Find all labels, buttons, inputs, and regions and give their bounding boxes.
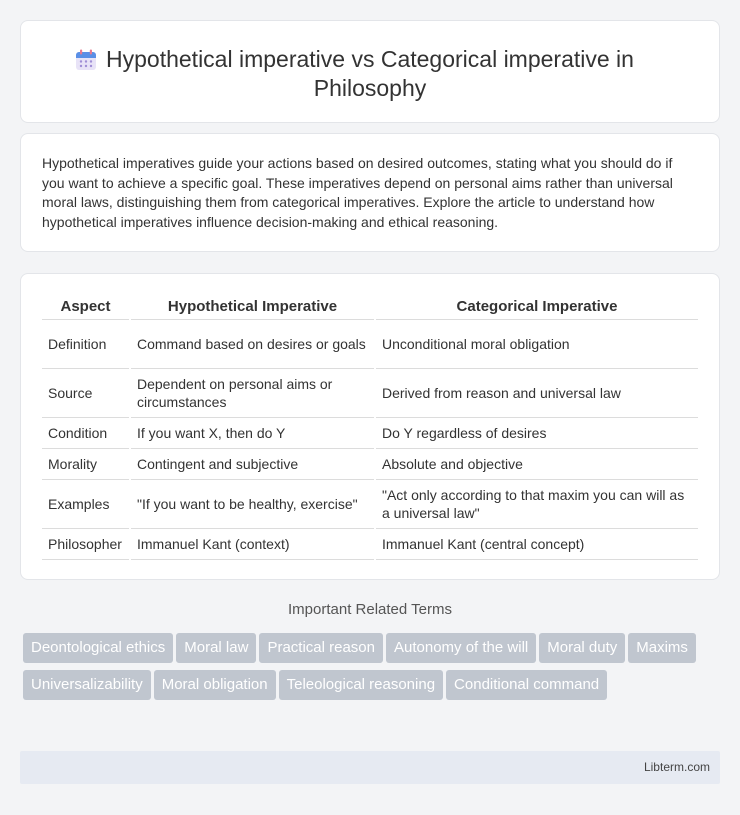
footer: [20, 751, 720, 784]
table-cell: Immanuel Kant (central concept): [375, 528, 698, 559]
table-row: [42, 417, 698, 448]
table-row: [42, 528, 698, 559]
table-cell: Condition: [42, 417, 130, 448]
related-terms-list: [23, 633, 703, 707]
table-header-cell: Hypothetical Imperative: [130, 295, 375, 319]
table-cell: Source: [42, 368, 130, 417]
table-cell: Definition: [42, 319, 130, 368]
table-cell: Derived from reason and universal law: [375, 368, 698, 417]
table-row: [42, 448, 698, 479]
comparison-table: [42, 295, 698, 560]
table-cell: Do Y regardless of desires: [375, 417, 698, 448]
footer-site-link[interactable]: Libterm.com: [643, 760, 710, 774]
table-cell: Unconditional moral obligation: [375, 319, 698, 368]
table-row: [42, 368, 698, 417]
table-header-row: [42, 295, 698, 319]
table-cell: "If you want to be healthy, exercise": [130, 479, 375, 528]
intro-card: [20, 133, 720, 252]
tag-moral-obligation[interactable]: Moral obligation: [154, 670, 276, 700]
table-header-cell: Aspect: [42, 295, 130, 319]
table-cell: If you want X, then do Y: [130, 417, 375, 448]
tag-deontological-ethics[interactable]: Deontological ethics: [23, 633, 173, 663]
tag-universalizability[interactable]: Universalizability: [23, 670, 151, 700]
tag-teleological-reasoning[interactable]: Teleological reasoning: [279, 670, 443, 700]
comparison-card: [20, 273, 720, 580]
page-title: Hypothetical imperative vs Categorical imperative in Philosophy: [106, 46, 634, 101]
header-card: [20, 20, 720, 123]
table-row: [42, 319, 698, 368]
table-cell: Morality: [42, 448, 130, 479]
table-cell: Immanuel Kant (context): [130, 528, 375, 559]
table-cell: Command based on desires or goals: [130, 319, 375, 368]
tag-moral-duty[interactable]: Moral duty: [539, 633, 625, 663]
tag-autonomy-of-the-will[interactable]: Autonomy of the will: [386, 633, 536, 663]
tag-maxims[interactable]: Maxims: [628, 633, 696, 663]
tag-conditional-command[interactable]: Conditional command: [446, 670, 607, 700]
table-cell: Philosopher: [42, 528, 130, 559]
table-cell: Examples: [42, 479, 130, 528]
table-row: [42, 479, 698, 528]
table-cell: Dependent on personal aims or circumstances: [130, 368, 375, 417]
table-cell: Contingent and subjective: [130, 448, 375, 479]
table-cell: Absolute and objective: [375, 448, 698, 479]
related-terms-title: Important Related Terms: [288, 601, 452, 618]
tag-moral-law[interactable]: Moral law: [176, 633, 256, 663]
tag-practical-reason[interactable]: Practical reason: [259, 633, 383, 663]
intro-text: Hypothetical imperatives guide your actions based on desired outcomes, stating what you should do if you want to achieve a specific goal. These imperatives depend on personal aims rather than universal moral laws, distinguishing them from categorical imperatives. Explore the article to understand how hypothetical imperatives influence decision-making and ethical reasoning.: [42, 155, 673, 230]
table-header-cell: Categorical Imperative: [375, 295, 698, 319]
table-cell: "Act only according to that maxim you can will as a universal law": [375, 479, 698, 528]
